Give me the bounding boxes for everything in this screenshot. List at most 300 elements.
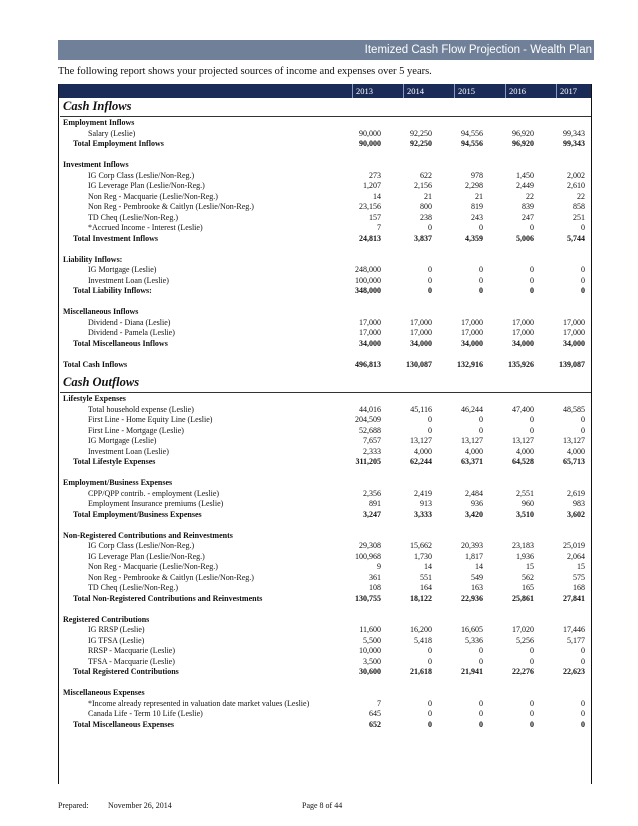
value-2013: 108: [369, 583, 381, 592]
value-2017: 0: [581, 646, 585, 655]
value-2016: 5,256: [516, 635, 534, 645]
value-2014: 800: [420, 202, 432, 211]
value-2015: 0: [479, 286, 483, 295]
value-2014: 130,087: [406, 359, 432, 369]
row-label: Total Investment Inflows: [73, 233, 159, 243]
value-2016: 64,528: [512, 457, 534, 466]
row-label: *Income already represented in valuation date market values (Leslie): [88, 698, 310, 708]
value-2016: 96,920: [512, 139, 534, 148]
value-2013: 3,247: [363, 509, 381, 519]
table-row: [59, 276, 591, 287]
table-row: [59, 625, 591, 636]
value-2017: 99,343: [563, 139, 585, 148]
value-2013: 7: [377, 223, 381, 232]
value-2015: 936: [471, 499, 483, 508]
value-2016: 0: [530, 223, 534, 232]
value-2016: 0: [530, 425, 534, 435]
value-2016: 839: [522, 202, 534, 211]
table-row: [59, 202, 591, 213]
value-2016: 15: [526, 562, 534, 571]
value-2013: 30,600: [359, 667, 381, 676]
value-2016: 96,920: [512, 128, 534, 138]
table-row: [59, 223, 591, 234]
value-2015: 0: [479, 415, 483, 424]
value-2017: 0: [581, 223, 585, 232]
value-2016: 0: [530, 646, 534, 655]
value-2015: 17,000: [461, 328, 483, 337]
group-heading: [59, 615, 591, 626]
value-2015: 1,817: [465, 551, 483, 561]
group-total-row: [59, 457, 591, 468]
value-2014: 15,662: [410, 541, 432, 550]
value-2016: 0: [530, 286, 534, 295]
value-2017: 2,619: [567, 488, 585, 498]
value-2013: 248,000: [355, 265, 381, 274]
value-2015: 0: [479, 646, 483, 655]
section-divider: [60, 116, 591, 117]
value-2017: 27,841: [563, 593, 585, 603]
value-2013: 90,000: [359, 139, 381, 148]
value-2014: 913: [420, 499, 432, 508]
year-2013: 2013: [352, 84, 403, 98]
value-2015: 21: [475, 191, 483, 201]
row-label: First Line - Mortgage (Leslie): [88, 425, 184, 435]
grand-total-row: [59, 360, 591, 371]
value-2014: 0: [428, 415, 432, 424]
value-2017: 858: [573, 202, 585, 211]
value-2014: 3,333: [414, 509, 432, 519]
value-2014: 18,122: [410, 593, 432, 603]
table-row: [59, 213, 591, 224]
row-label: Total household expense (Leslie): [88, 404, 194, 414]
value-2016: 135,926: [508, 359, 534, 369]
table-row: [59, 552, 591, 563]
value-2016: 22: [526, 191, 534, 201]
table-row: [59, 499, 591, 510]
value-2016: 47,400: [512, 404, 534, 414]
report-title: Itemized Cash Flow Projection - Wealth Plan: [364, 44, 592, 56]
value-2015: 2,298: [465, 181, 483, 190]
table-row: [59, 426, 591, 437]
row-label: Miscellaneous Inflows: [63, 307, 139, 316]
value-2016: 562: [522, 572, 534, 582]
row-label: IG Corp Class (Leslie/Non-Reg.): [88, 541, 195, 550]
value-2014: 0: [428, 286, 432, 295]
value-2014: 5,418: [414, 635, 432, 645]
value-2016: 1,450: [516, 170, 534, 180]
value-2014: 0: [428, 275, 432, 285]
row-label: RRSP - Macquarie (Leslie): [88, 646, 176, 655]
value-2017: 65,713: [563, 457, 585, 466]
table-row: [59, 129, 591, 140]
row-label: CPP/QPP contrib. - employment (Leslie): [88, 488, 220, 498]
value-2013: 204,509: [355, 415, 381, 424]
value-2013: 891: [369, 499, 381, 508]
group-total-row: [59, 339, 591, 350]
value-2013: 44,016: [359, 404, 381, 414]
value-2016: 4,000: [516, 446, 534, 456]
prepared-label: Prepared:: [58, 801, 89, 810]
value-2015: 13,127: [461, 436, 483, 445]
report-title-bar: [58, 40, 594, 60]
row-label: Miscellaneous Expenses: [63, 688, 145, 697]
table-row: [59, 646, 591, 657]
value-2015: 243: [471, 212, 483, 222]
row-label: Registered Contributions: [63, 614, 150, 624]
table-row: [59, 415, 591, 426]
value-2017: 2,064: [567, 551, 585, 561]
row-label: Liability Inflows:: [63, 254, 123, 264]
table-row: [59, 405, 591, 416]
value-2014: 14: [424, 562, 432, 571]
row-label: IG Mortgage (Leslie): [88, 265, 157, 274]
value-2014: 0: [428, 265, 432, 274]
table-row: [59, 541, 591, 552]
value-2015: 46,244: [461, 404, 483, 414]
value-2017: 0: [581, 286, 585, 295]
table-row: [59, 562, 591, 573]
row-label: Non Reg - Pembrooke & Caitlyn (Leslie/Non-Reg.): [88, 202, 254, 211]
value-2016: 3,510: [516, 509, 534, 519]
table-row: [59, 318, 591, 329]
value-2017: 5,744: [567, 233, 585, 243]
value-2015: 0: [479, 223, 483, 232]
value-2016: 13,127: [512, 436, 534, 445]
value-2015: 20,393: [461, 541, 483, 550]
value-2016: 2,551: [516, 488, 534, 498]
row-label: IG Corp Class (Leslie/Non-Reg.): [88, 170, 195, 180]
row-label: IG Leverage Plan (Leslie/Non-Reg.): [88, 181, 205, 190]
value-2017: 2,002: [567, 170, 585, 180]
row-label: Total Cash Inflows: [63, 359, 128, 369]
value-2013: 348,000: [355, 286, 381, 295]
value-2015: 14: [475, 562, 483, 571]
value-2017: 2,610: [567, 181, 585, 190]
group-total-row: [59, 139, 591, 150]
value-2017: 17,000: [563, 317, 585, 327]
row-label: TD Cheq (Leslie/Non-Reg.): [88, 212, 178, 222]
value-2013: 2,333: [363, 446, 381, 456]
row-label: Canada Life - Term 10 Life (Leslie): [88, 709, 203, 718]
value-2017: 17,000: [563, 328, 585, 337]
value-2015: 16,605: [461, 625, 483, 634]
table-row: [59, 265, 591, 276]
table-row: [59, 657, 591, 668]
value-2016: 1,936: [516, 551, 534, 561]
year-2015: 2015: [454, 84, 505, 98]
value-2017: 5,177: [567, 635, 585, 645]
table-row: [59, 436, 591, 447]
value-2013: 11,600: [359, 625, 381, 634]
value-2015: 94,556: [461, 139, 483, 148]
value-2013: 34,000: [359, 338, 381, 348]
value-2014: 45,116: [410, 404, 432, 414]
value-2015: 549: [471, 572, 483, 582]
row-label: Total Miscellaneous Expenses: [73, 719, 175, 729]
value-2017: 575: [573, 572, 585, 582]
row-label: First Line - Home Equity Line (Leslie): [88, 415, 213, 424]
value-2014: 34,000: [410, 338, 432, 348]
value-2015: 34,000: [461, 338, 483, 348]
row-label: Non Reg - Pembrooke & Caitlyn (Leslie/Non-Reg.): [88, 572, 254, 582]
value-2013: 496,813: [355, 359, 381, 369]
year-2016: 2016: [505, 84, 556, 98]
value-2017: 3,602: [567, 509, 585, 519]
value-2014: 17,000: [410, 317, 432, 327]
table-row: [59, 447, 591, 458]
value-2013: 14: [373, 191, 381, 201]
value-2015: 163: [471, 583, 483, 592]
row-label: Total Non-Registered Contributions and Reinvestments: [73, 593, 263, 603]
group-total-row: [59, 286, 591, 297]
value-2016: 165: [522, 583, 534, 592]
value-2015: 4,000: [465, 446, 483, 456]
value-2017: 34,000: [563, 338, 585, 348]
value-2013: 5,500: [363, 635, 381, 645]
row-label: Lifestyle Expenses: [63, 394, 126, 403]
value-2014: 92,250: [410, 128, 432, 138]
value-2016: 0: [530, 709, 534, 718]
group-heading: [59, 255, 591, 266]
value-2017: 139,087: [559, 359, 585, 369]
group-heading: [59, 478, 591, 489]
value-2017: 0: [581, 709, 585, 718]
value-2013: 100,968: [355, 551, 381, 561]
value-2017: 0: [581, 698, 585, 708]
value-2017: 983: [573, 499, 585, 508]
value-2014: 1,730: [414, 551, 432, 561]
value-2016: 960: [522, 499, 534, 508]
row-label: Total Registered Contributions: [73, 667, 179, 676]
value-2015: 3,420: [465, 509, 483, 519]
row-label: Dividend - Diana (Leslie): [88, 317, 171, 327]
value-2015: 94,556: [461, 128, 483, 138]
value-2013: 100,000: [355, 275, 381, 285]
value-2014: 238: [420, 212, 432, 222]
value-2014: 21,618: [410, 667, 432, 676]
value-2016: 0: [530, 719, 534, 729]
value-2016: 34,000: [512, 338, 534, 348]
row-label: IG TFSA (Leslie): [88, 635, 145, 645]
value-2014: 2,419: [414, 488, 432, 498]
group-total-row: [59, 594, 591, 605]
table-row: [59, 181, 591, 192]
row-label: Total Liability Inflows:: [73, 286, 152, 295]
value-2017: 22,623: [563, 667, 585, 676]
group-total-row: [59, 234, 591, 245]
value-2015: 2,484: [465, 488, 483, 498]
table-row: [59, 171, 591, 182]
value-2017: 0: [581, 275, 585, 285]
value-2014: 622: [420, 170, 432, 180]
value-2016: 17,000: [512, 317, 534, 327]
group-total-row: [59, 720, 591, 731]
value-2013: 130,755: [355, 593, 381, 603]
value-2015: 132,916: [457, 359, 483, 369]
year-header: [59, 84, 591, 98]
value-2017: 13,127: [563, 436, 585, 445]
value-2016: 0: [530, 275, 534, 285]
group-heading: [59, 160, 591, 171]
value-2014: 0: [428, 719, 432, 729]
row-label: IG Mortgage (Leslie): [88, 436, 157, 445]
value-2014: 17,000: [410, 328, 432, 337]
value-2014: 13,127: [410, 436, 432, 445]
value-2013: 7,657: [363, 436, 381, 445]
value-2013: 9: [377, 562, 381, 571]
prepared-date: November 26, 2014: [108, 801, 172, 810]
cash-inflows-title: Cash Inflows: [63, 99, 132, 113]
row-label: Dividend - Pamela (Leslie): [88, 328, 175, 337]
year-2014: 2014: [403, 84, 454, 98]
value-2017: 0: [581, 415, 585, 424]
value-2014: 0: [428, 698, 432, 708]
value-2017: 0: [581, 719, 585, 729]
value-2013: 10,000: [359, 646, 381, 655]
value-2017: 25,019: [563, 541, 585, 550]
value-2015: 0: [479, 275, 483, 285]
value-2017: 251: [573, 212, 585, 222]
value-2014: 0: [428, 709, 432, 718]
group-total-row: [59, 667, 591, 678]
value-2017: 0: [581, 425, 585, 435]
row-label: Salary (Leslie): [88, 128, 136, 138]
value-2014: 551: [420, 572, 432, 582]
value-2014: 62,244: [410, 457, 432, 466]
row-label: Non Reg - Macquarie (Leslie/Non-Reg.): [88, 191, 218, 201]
value-2014: 4,000: [414, 446, 432, 456]
value-2015: 0: [479, 265, 483, 274]
value-2013: 17,000: [359, 328, 381, 337]
value-2013: 23,156: [359, 202, 381, 211]
table-row: [59, 328, 591, 339]
value-2015: 0: [479, 425, 483, 435]
row-label: Total Miscellaneous Inflows: [73, 338, 168, 348]
group-heading: [59, 688, 591, 699]
year-2017: 2017: [556, 84, 591, 98]
value-2015: 22,936: [461, 593, 483, 603]
group-heading: [59, 118, 591, 129]
row-label: IG Leverage Plan (Leslie/Non-Reg.): [88, 551, 205, 561]
group-total-row: [59, 510, 591, 521]
value-2016: 2,449: [516, 181, 534, 190]
table-row: [59, 192, 591, 203]
value-2013: 24,813: [359, 233, 381, 243]
value-2015: 4,359: [465, 233, 483, 243]
value-2017: 0: [581, 265, 585, 274]
table-row: [59, 573, 591, 584]
value-2015: 819: [471, 202, 483, 211]
value-2017: 48,585: [563, 404, 585, 414]
group-heading: [59, 394, 591, 405]
row-label: Non-Registered Contributions and Reinvestments: [63, 530, 233, 540]
value-2014: 0: [428, 656, 432, 666]
value-2015: 0: [479, 698, 483, 708]
row-label: Investment Loan (Leslie): [88, 446, 169, 456]
value-2015: 63,371: [461, 457, 483, 466]
table-row: [59, 709, 591, 720]
value-2013: 1,207: [363, 181, 381, 190]
row-label: TD Cheq (Leslie/Non-Reg.): [88, 583, 178, 592]
value-2017: 22: [577, 191, 585, 201]
value-2015: 0: [479, 709, 483, 718]
group-heading: [59, 531, 591, 542]
value-2017: 15: [577, 562, 585, 571]
section-divider: [60, 392, 591, 393]
value-2017: 168: [573, 583, 585, 592]
value-2014: 21: [424, 191, 432, 201]
value-2016: 0: [530, 656, 534, 666]
value-2013: 90,000: [359, 128, 381, 138]
page-number: Page 8 of 44: [302, 801, 343, 810]
value-2013: 157: [369, 212, 381, 222]
value-2016: 5,006: [516, 233, 534, 243]
row-label: Investment Loan (Leslie): [88, 275, 169, 285]
value-2016: 25,861: [512, 593, 534, 603]
value-2013: 361: [369, 572, 381, 582]
value-2017: 99,343: [563, 128, 585, 138]
value-2014: 164: [420, 583, 432, 592]
table-row: [59, 583, 591, 594]
value-2013: 52,688: [359, 425, 381, 435]
value-2013: 2,356: [363, 488, 381, 498]
row-label: *Accrued Income - Interest (Leslie): [88, 223, 203, 232]
value-2014: 3,837: [414, 233, 432, 243]
value-2013: 652: [369, 719, 381, 729]
table-row: [59, 489, 591, 500]
value-2015: 17,000: [461, 317, 483, 327]
value-2015: 0: [479, 719, 483, 729]
value-2013: 17,000: [359, 317, 381, 327]
value-2013: 273: [369, 170, 381, 180]
row-label: TFSA - Macquarie (Leslie): [88, 656, 175, 666]
value-2014: 92,250: [410, 139, 432, 148]
value-2017: 0: [581, 656, 585, 666]
value-2014: 0: [428, 425, 432, 435]
value-2014: 16,200: [410, 625, 432, 634]
value-2016: 0: [530, 265, 534, 274]
row-label: Non Reg - Macquarie (Leslie/Non-Reg.): [88, 562, 218, 571]
value-2017: 4,000: [567, 446, 585, 456]
row-label: IG RRSP (Leslie): [88, 625, 145, 634]
value-2014: 0: [428, 646, 432, 655]
table-row: [59, 636, 591, 647]
intro-text: The following report shows your projected sources of income and expenses over 5 years.: [58, 66, 432, 77]
value-2014: 2,156: [414, 181, 432, 190]
value-2016: 0: [530, 415, 534, 424]
value-2013: 3,500: [363, 656, 381, 666]
value-2013: 645: [369, 709, 381, 718]
row-label: Employment Inflows: [63, 118, 135, 127]
value-2015: 978: [471, 170, 483, 180]
value-2013: 311,205: [355, 457, 381, 466]
value-2017: 17,446: [563, 625, 585, 634]
value-2016: 247: [522, 212, 534, 222]
value-2016: 23,183: [512, 541, 534, 550]
value-2013: 7: [377, 698, 381, 708]
value-2016: 17,020: [512, 625, 534, 634]
value-2016: 22,276: [512, 667, 534, 676]
value-2015: 5,336: [465, 635, 483, 645]
value-2014: 0: [428, 223, 432, 232]
value-2016: 17,000: [512, 328, 534, 337]
group-heading: [59, 307, 591, 318]
value-2015: 21,941: [461, 667, 483, 676]
value-2016: 0: [530, 698, 534, 708]
table-row: [59, 699, 591, 710]
cash-flow-table: [58, 84, 592, 784]
row-label: Total Lifestyle Expenses: [73, 457, 156, 466]
